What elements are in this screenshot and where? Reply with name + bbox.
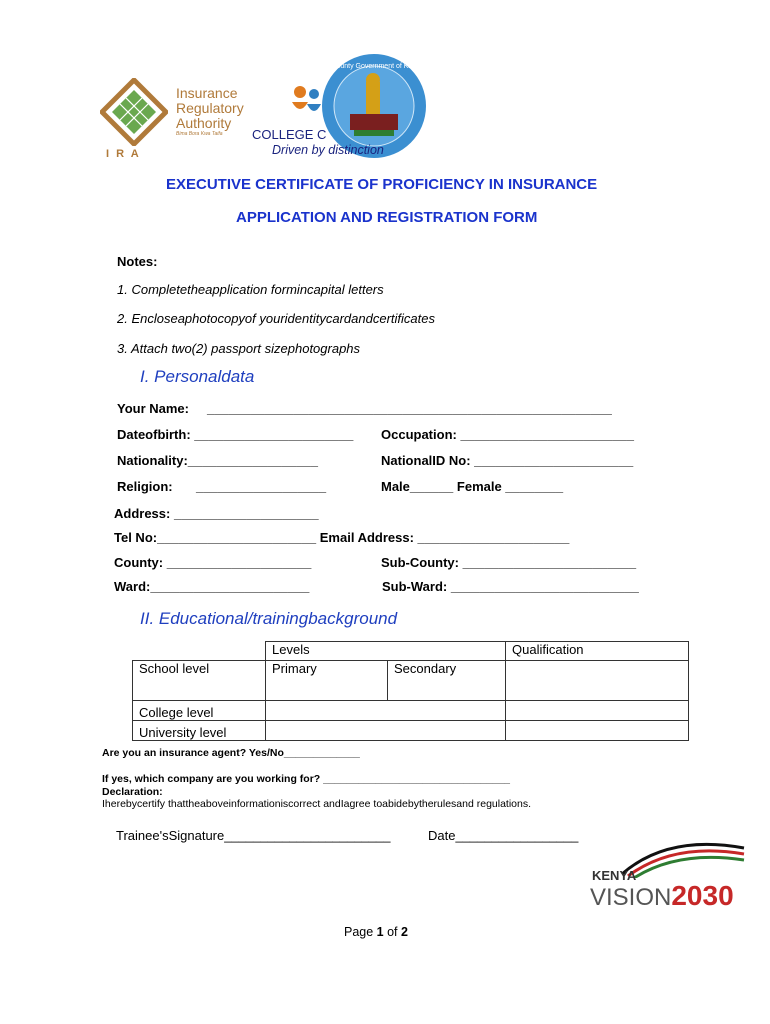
education-table (132, 641, 689, 741)
ward-field[interactable]: Ward:______________________ (114, 579, 310, 594)
ira-name: Insurance Regulatory Authority Bima Bora Kwa Taifa (176, 85, 244, 137)
date-of-birth-field[interactable]: Dateofbirth: ______________________ (117, 427, 354, 442)
college-qualification-cell[interactable] (506, 701, 689, 721)
religion-label: Religion: (117, 479, 173, 494)
national-id-field[interactable]: NationalID No: ______________________ (381, 453, 634, 468)
college-level-label: College level (133, 701, 266, 721)
form-title: EXECUTIVE CERTIFICATE OF PROFICIENCY IN INSURANCE (166, 176, 598, 193)
notes-heading: Notes: (117, 254, 158, 269)
ira-diamond-icon (100, 78, 168, 146)
qualification-header: Qualification (506, 642, 689, 661)
vision-year-text: 2030 (671, 880, 734, 911)
agent-question[interactable]: Are you an insurance agent? Yes/No_____________ (102, 747, 360, 759)
section-education-title: II. Educational/trainingbackground (140, 609, 398, 628)
ira-logo (100, 72, 260, 162)
declaration-text: Iherebycertify thattheaboveinformationiscorrect andIagree toabidebytherulesand regulations. (102, 798, 532, 810)
occupation-field[interactable]: Occupation: ________________________ (381, 427, 634, 442)
date-field[interactable]: Date_________________ (428, 828, 579, 843)
county-field[interactable]: County: ____________________ (114, 555, 312, 570)
tel-email-field[interactable]: Tel No:______________________ Email Address: _____________________ (114, 530, 570, 545)
university-level-label: University level (133, 721, 266, 741)
kenya-text: KENYA (592, 868, 637, 883)
your-name-label: Your Name: (117, 401, 189, 416)
company-question[interactable]: If yes, which company are you working for? ________________________________ (102, 773, 510, 785)
note-item: 2. Encloseaphotocopyof youridentitycardandcertificates (117, 311, 435, 326)
declaration-heading: Declaration: (102, 786, 163, 798)
college-tagline: Driven by distinction (272, 143, 384, 157)
nationality-field[interactable]: Nationality:__________________ (117, 453, 318, 468)
signature-field[interactable]: Trainee'sSignature_______________________ (116, 828, 391, 843)
form-subtitle: APPLICATION AND REGISTRATION FORM (236, 209, 538, 226)
vision-swoosh-icon (618, 838, 748, 878)
address-field[interactable]: Address: ____________________ (114, 506, 319, 521)
gender-field[interactable]: Male______ Female ________ (381, 479, 564, 494)
sub-county-field[interactable]: Sub-County: ________________________ (381, 555, 637, 570)
school-level-label: School level (133, 661, 266, 701)
ira-abbreviation: I R A (106, 148, 141, 160)
your-name-field[interactable]: ________________________________________________________ (207, 401, 612, 416)
college-name: COLLEGE C (252, 127, 327, 142)
college-level-cell[interactable] (266, 701, 506, 721)
vision-text: VISION (590, 884, 672, 911)
section-personal-data-title: I. Personaldata (140, 367, 255, 386)
school-qualification-cell[interactable] (506, 661, 689, 701)
svg-text:County Government of Kilifi: County Government of Kilifi (331, 63, 417, 70)
table-cell (133, 642, 266, 661)
kenya-vision-2030-logo (588, 838, 733, 913)
religion-field[interactable]: __________________ (196, 479, 327, 494)
levels-header: Levels (266, 642, 506, 661)
university-level-cell[interactable] (266, 721, 506, 741)
note-item: 1. Completetheapplication formincapital letters (117, 282, 384, 297)
secondary-cell[interactable]: Secondary (388, 661, 506, 701)
sub-ward-field[interactable]: Sub-Ward: __________________________ (382, 579, 639, 594)
primary-cell[interactable]: Primary (266, 661, 388, 701)
college-emblem-icon (290, 82, 324, 130)
page-number: Page 1 of 2 (344, 925, 408, 939)
university-qualification-cell[interactable] (506, 721, 689, 741)
note-item: 3. Attach two(2) passport sizephotographs (117, 341, 361, 356)
